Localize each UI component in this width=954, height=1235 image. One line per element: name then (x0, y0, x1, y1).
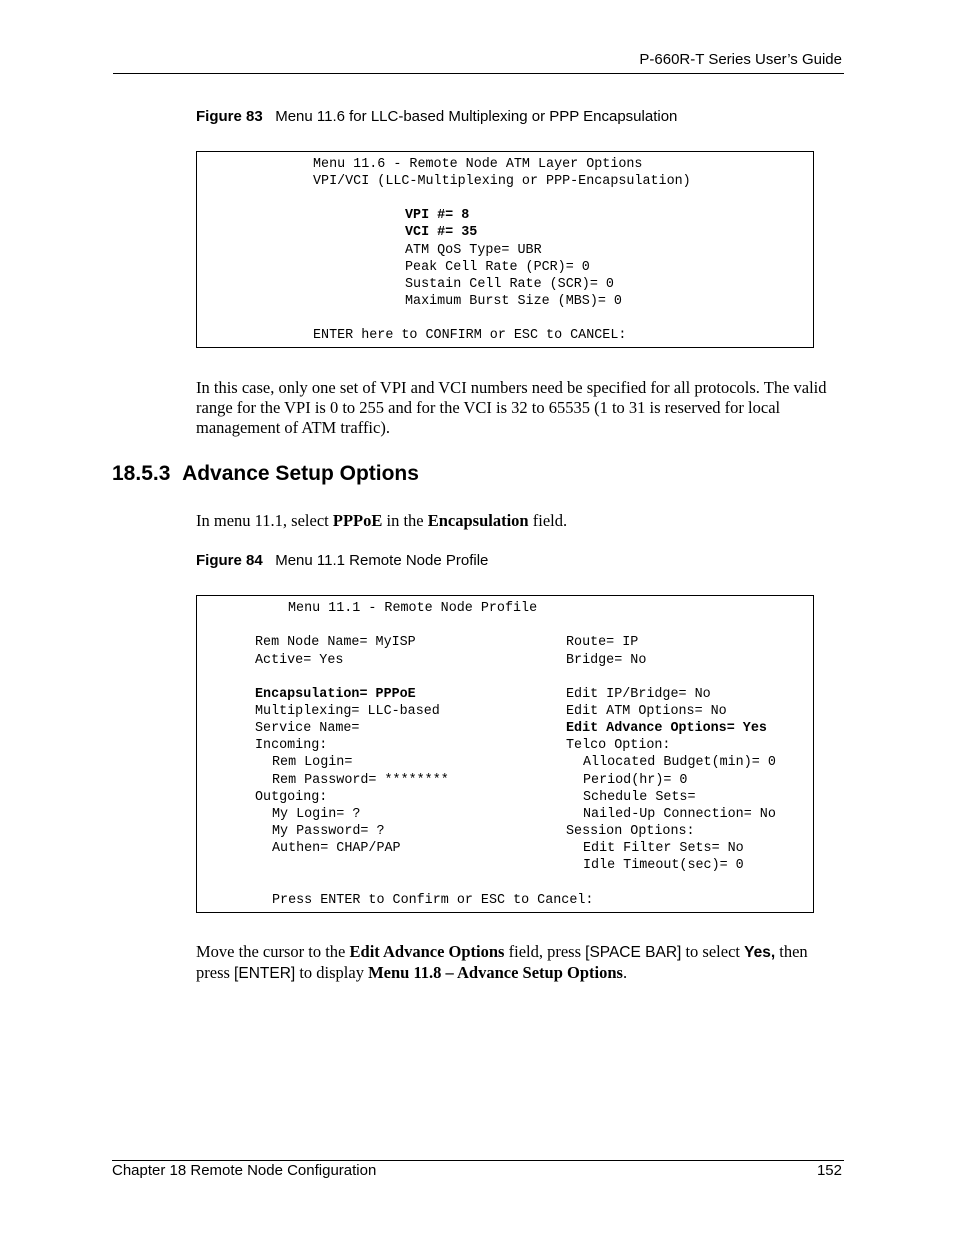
schedule-sets-field: Schedule Sets= (583, 790, 696, 805)
my-password-field: My Password= ? (272, 824, 385, 839)
section-title: Advance Setup Options (182, 462, 419, 485)
multiplexing-field: Multiplexing= LLC-based (255, 704, 440, 719)
p2-text-5: to display (295, 963, 369, 982)
footer-page-number: 152 (816, 1162, 842, 1179)
telco-option-label: Telco Option: (566, 738, 671, 753)
menu-11-6-screen (196, 151, 814, 348)
intro-text-1: In menu 11.1, select (196, 511, 333, 530)
idle-timeout-field: Idle Timeout(sec)= 0 (583, 858, 744, 873)
incoming-label: Incoming: (255, 738, 328, 753)
authen-field: Authen= CHAP/PAP (272, 841, 401, 856)
p2-text-2: field, press (504, 942, 586, 961)
footer-divider (112, 1160, 844, 1161)
figure-83-label: Figure 83 (196, 108, 263, 125)
intro-bold-pppoe: PPPoE (332, 511, 383, 530)
figure-83-caption (196, 108, 677, 125)
maximum-burst-size-field: Maximum Burst Size (MBS)= 0 (405, 294, 622, 309)
header-divider (113, 73, 844, 74)
p2-text-3: to select (681, 942, 745, 961)
service-name-field: Service Name= (255, 721, 360, 736)
menu-11-6-subtitle: VPI/VCI (LLC-Multiplexing or PPP-Encapsulation) (313, 174, 691, 189)
peak-cell-rate-field: Peak Cell Rate (PCR)= 0 (405, 260, 590, 275)
active-field: Active= Yes (255, 653, 344, 668)
edit-ip-bridge-field: Edit IP/Bridge= No (566, 687, 711, 702)
sustain-cell-rate-field: Sustain Cell Rate (SCR)= 0 (405, 277, 614, 292)
page-header-title: P-660R-T Series User’s Guide (639, 51, 842, 68)
vpi-vci-paragraph: In this case, only one set of VPI and VCI numbers need be specified for all protocols. The valid range for the VPI is 0 to 255 and for the VCI is 32 to 65535 (1 to 31 is reserved for local management of ATM traffic). (196, 378, 827, 437)
rem-login-field: Rem Login= (272, 755, 353, 770)
vpi-field: VPI #= 8 (405, 208, 470, 223)
period-field: Period(hr)= 0 (583, 773, 688, 788)
figure-84-caption-text: Menu 11.1 Remote Node Profile (275, 552, 489, 569)
menu-11-1-title: Menu 11.1 - Remote Node Profile (288, 601, 538, 616)
menu-11-1-confirm-prompt: Press ENTER to Confirm or ESC to Cancel: (272, 893, 594, 908)
p2-key-enter: [ENTER] (234, 965, 296, 982)
outgoing-label: Outgoing: (255, 790, 328, 805)
nailed-up-connection-field: Nailed-Up Connection= No (583, 807, 776, 822)
menu-11-6-title: Menu 11.6 - Remote Node ATM Layer Options (313, 157, 643, 172)
section-number: 18.5.3 (112, 462, 171, 485)
p2-bold-menu-11-8: Menu 11.8 – Advance Setup Options (368, 963, 623, 982)
menu-11-1-screen (196, 595, 814, 913)
footer-chapter: Chapter 18 Remote Node Configuration (112, 1162, 377, 1179)
vci-field: VCI #= 35 (405, 225, 478, 240)
figure-84-caption (196, 552, 488, 569)
p2-key-space-bar: [SPACE BAR] (585, 944, 682, 961)
intro-text-2: in the (382, 511, 428, 530)
menu-11-6-confirm-prompt: ENTER here to CONFIRM or ESC to CANCEL: (313, 328, 627, 343)
route-field: Route= IP (566, 635, 639, 650)
rem-node-name-field: Rem Node Name= MyISP (255, 635, 416, 650)
edit-advance-options-field: Edit Advance Options= Yes (566, 721, 767, 736)
bridge-field: Bridge= No (566, 653, 647, 668)
edit-atm-options-field: Edit ATM Options= No (566, 704, 727, 719)
rem-password-field: Rem Password= ******** (272, 773, 449, 788)
p2-text-1: Move the cursor to the (196, 942, 350, 961)
edit-filter-sets-field: Edit Filter Sets= No (583, 841, 744, 856)
figure-83-caption-text: Menu 11.6 for LLC-based Multiplexing or PPP Encapsulation (275, 108, 678, 125)
p2-bold-edit-advance-options: Edit Advance Options (349, 942, 505, 961)
p2-key-yes: Yes, (744, 944, 776, 961)
intro-bold-encapsulation: Encapsulation (427, 511, 529, 530)
p2-text-4: then press (196, 942, 808, 982)
my-login-field: My Login= ? (272, 807, 361, 822)
figure-84-label: Figure 84 (196, 552, 263, 569)
intro-paragraph (196, 511, 844, 531)
p2-text-6: . (622, 963, 628, 982)
atm-qos-type-field: ATM QoS Type= UBR (405, 243, 542, 258)
encapsulation-field: Encapsulation= PPPoE (255, 687, 416, 702)
edit-advance-paragraph (196, 942, 844, 984)
section-heading (112, 462, 419, 486)
allocated-budget-field: Allocated Budget(min)= 0 (583, 755, 776, 770)
session-options-label: Session Options: (566, 824, 695, 839)
intro-text-3: field. (528, 511, 568, 530)
